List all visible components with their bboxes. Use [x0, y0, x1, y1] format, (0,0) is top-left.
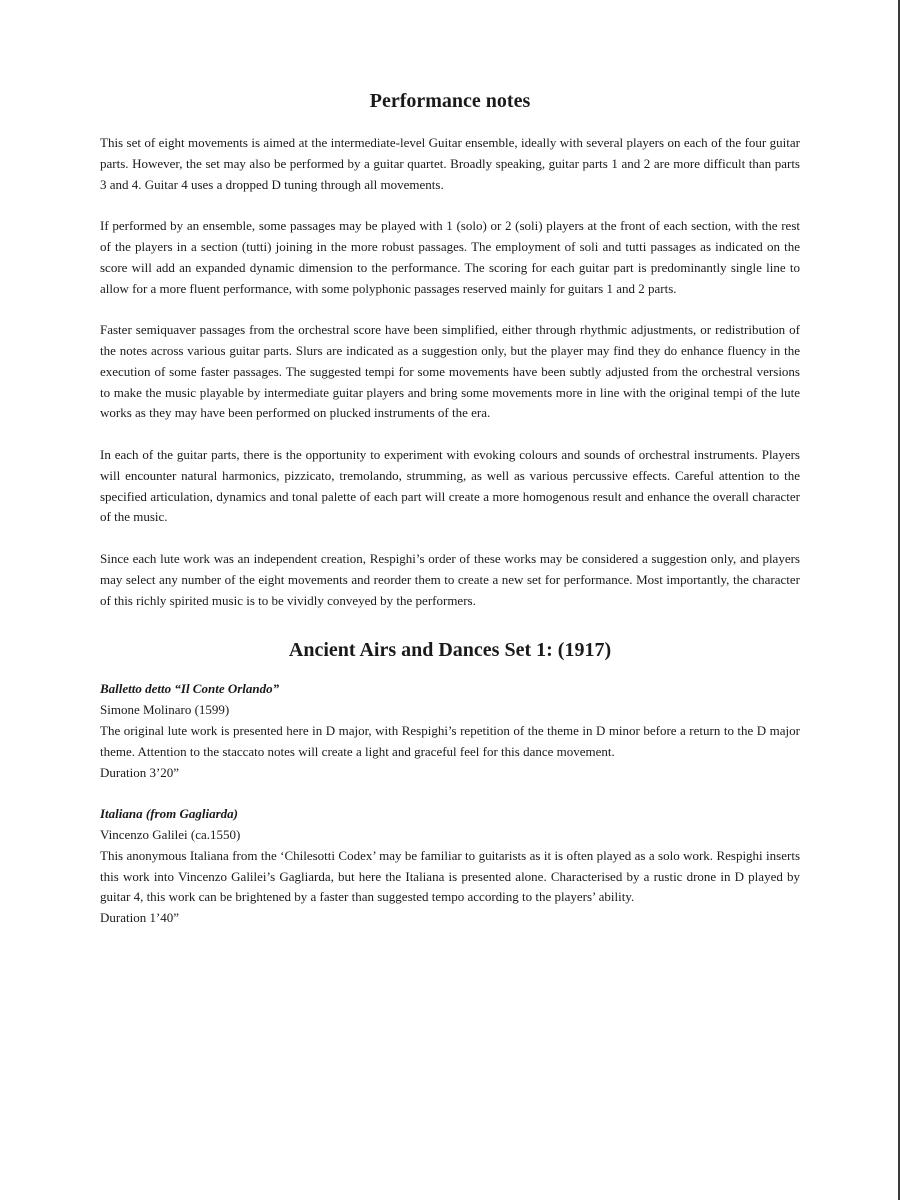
movement-entry [100, 804, 800, 929]
notes-paragraph-3: Faster semiquaver passages from the orchestral score have been simplified, either through rhythmic adjustments, or redistribution of the notes across various guitar parts. Slurs are indicated as a suggestion only, but the player may find they do enhance fluency in the execution of some faster passages. The suggested tempi for some movements have been subtly adjusted from the orchestral versions to make the music playable by intermediate guitar players and bring some movements more in line with the original tempi of the lute works as they may have been performed on plucked instruments of the era. [100, 322, 800, 421]
document-page [100, 88, 800, 950]
movement-description: The original lute work is presented here in D major, with Respighi’s repetition of the theme in D minor before a return to the D major theme. Attention to the staccato notes will create a light and graceful feel for this dance movement. [100, 722, 800, 759]
notes-paragraph-2: If performed by an ensemble, some passages may be played with 1 (solo) or 2 (soli) players at the front of each section, with the rest of the players in a section (tutti) joining in the more robust passages. The employment of soli and tutti passages as indicated on the score will add an expanded dynamic dimension to the performance. The scoring for each guitar part is predominantly single line to allow for a more fluent performance, with some polyphonic passages reserved mainly for guitars 1 and 2 parts. [100, 218, 800, 296]
movement-composer: Simone Molinaro (1599) [100, 702, 230, 718]
set-heading: Ancient Airs and Dances Set 1: (1917) [288, 639, 612, 662]
movement-duration: Duration 1’40” [100, 910, 180, 926]
movement-title: Balletto detto “Il Conte Orlando” [100, 681, 280, 697]
movement-duration: Duration 3’20” [100, 764, 180, 780]
notes-paragraph-5: Since each lute work was an independent creation, Respighi’s order of these works may be considered a suggestion only, and players may select any number of the eight movements and reorder them to create a new set for performance. Most importantly, the character of this richly spirited music is to be vividly conveyed by the performers. [100, 550, 800, 608]
notes-paragraph-4: In each of the guitar parts, there is the opportunity to experiment with evoking colours and sounds of orchestral instruments. Players will encounter natural harmonics, pizzicato, tremolando, strumming, as well as various percussive effects. Careful attention to the specified articulation, dynamics and tonal palette of each part will create a more homogenous result and enhance the overall character of the music. [100, 446, 800, 525]
movement-composer: Vincenzo Galilei (ca.1550) [100, 826, 241, 842]
movement-description: This anonymous Italiana from the ‘Chilesotti Codex’ may be familiar to guitarists as it is often played as a solo work. Respighi inserts this work into Vincenzo Galilei’s Gagliarda, but here the Italiana is presented alone. Characterised by a rustic drone in D played by guitar 4, this work can be brightened by a faster than suggested tempo according to the players’ ability. [100, 847, 800, 905]
movement-title: Italiana (from Gagliarda) [100, 806, 238, 822]
movement-entry [100, 679, 800, 783]
notes-paragraph-1: This set of eight movements is aimed at the intermediate-level Guitar ensemble, ideally with several players on each of the four guitar parts. However, the set may also be performed by a guitar quartet. Broadly speaking, guitar parts 1 and 2 are more difficult than parts 3 and 4. Guitar 4 uses a dropped D tuning through all movements. [100, 135, 800, 192]
performance-notes-heading: Performance notes [369, 90, 531, 112]
